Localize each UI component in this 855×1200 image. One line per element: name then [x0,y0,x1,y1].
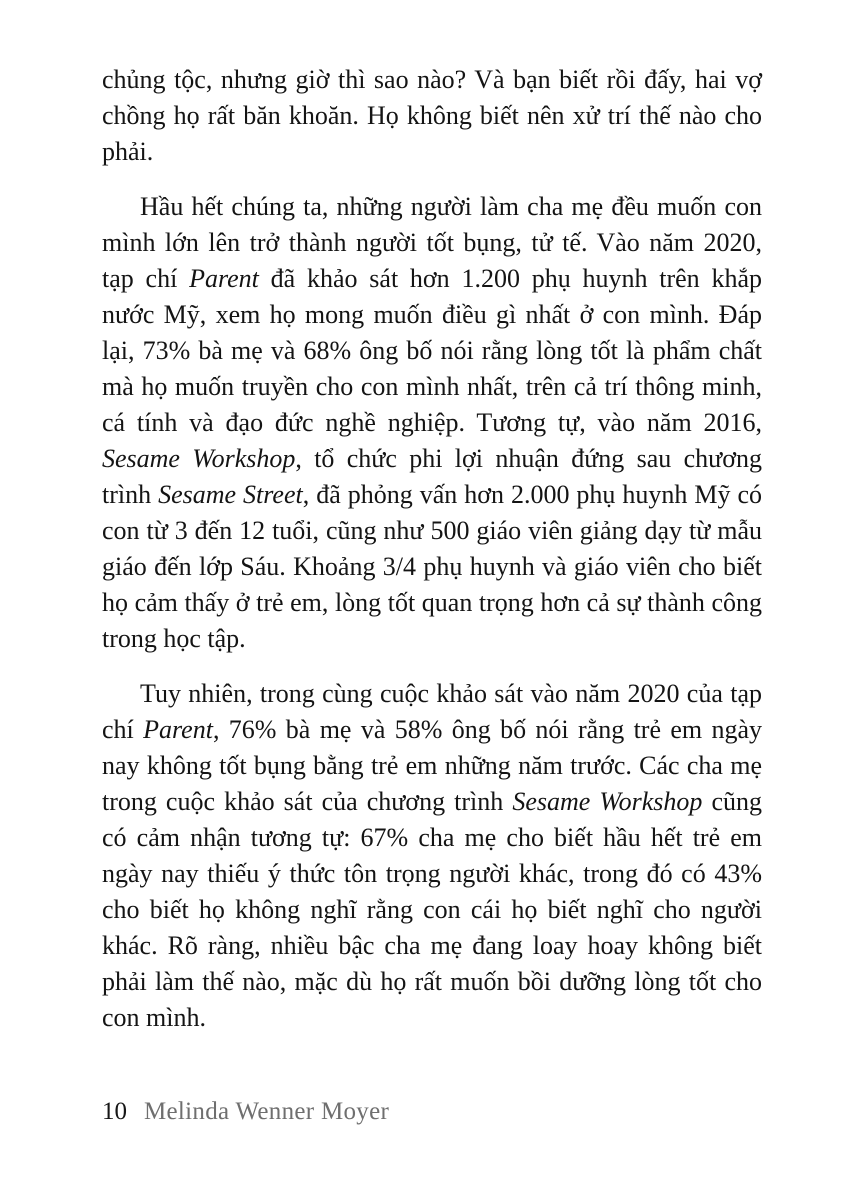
text-run: cũng có cảm nhận tương tự: 67% cha mẹ cho biết hầu hết trẻ em ngày nay thiếu ý thức tôn trọng người khác, trong đó có 43% cho biết họ không nghĩ rằng con cái họ biết nghĩ cho người khác. Rõ ràng, nhiều bậc cha mẹ đang loay hoay không biết phải làm thế nào, mặc dù họ rất muốn bồi dưỡng lòng tốt cho con mình. [102,787,762,1032]
paragraph-1 [102,62,762,170]
italic-text-run: Sesame Workshop [102,444,296,473]
text-run: , đã phỏng vấn hơn 2.000 phụ huynh Mỹ có con từ 3 đến 12 tuổi, cũng như 500 giáo viên giảng dạy từ mẫu giáo đến lớp Sáu. Khoảng 3/4 phụ huynh và giáo viên cho biết họ cảm thấy ở trẻ em, lòng tốt quan trọng hơn cả sự thành công trong học tập. [102,480,763,653]
italic-text-run: Sesame Workshop [512,787,703,816]
text-run: chủng tộc, nhưng giờ thì sao nào? Và bạn biết rồi đấy, hai vợ chồng họ rất băn khoăn. Họ không biết nên xử trí thế nào cho phải. [102,65,762,166]
italic-text-run: Parent [143,715,213,744]
text-run: Tuy nhiên, trong cùng cuộc khảo sát vào năm 2020 của tạp chí [102,679,762,744]
page-body-text [102,62,762,1036]
paragraph-2 [102,189,762,657]
italic-text-run: Parent [189,264,259,293]
text-run: đã khảo sát hơn 1.200 phụ huynh trên khắp nước Mỹ, xem họ mong muốn điều gì nhất ở con mình. Đáp lại, 73% bà mẹ và 68% ông bố nói rằng lòng tốt là phẩm chất mà họ muốn truyền cho con mình nhất, trên cả trí thông minh, cá tính và đạo đức nghề nghiệp. Tương tự, vào năm 2016, [102,264,762,437]
italic-text-run: Sesame Street [158,480,303,509]
page-footer [102,1097,389,1127]
text-run: , 76% bà mẹ và 58% ông bố nói rằng trẻ em ngày nay không tốt bụng bằng trẻ em những năm trước. Các cha mẹ trong cuộc khảo sát của chương trình [102,715,762,816]
running-footer-author: Melinda Wenner Moyer [144,1098,390,1125]
text-run: Hầu hết chúng ta, những người làm cha mẹ đều muốn con mình lớn lên trở thành người tốt bụng, tử tế. Vào năm 2020, tạp chí [102,192,762,293]
text-run: , tổ chức phi lợi nhuận đứng sau chương trình [102,444,762,509]
page-number: 10 [102,1098,127,1125]
paragraph-3 [102,676,762,1036]
